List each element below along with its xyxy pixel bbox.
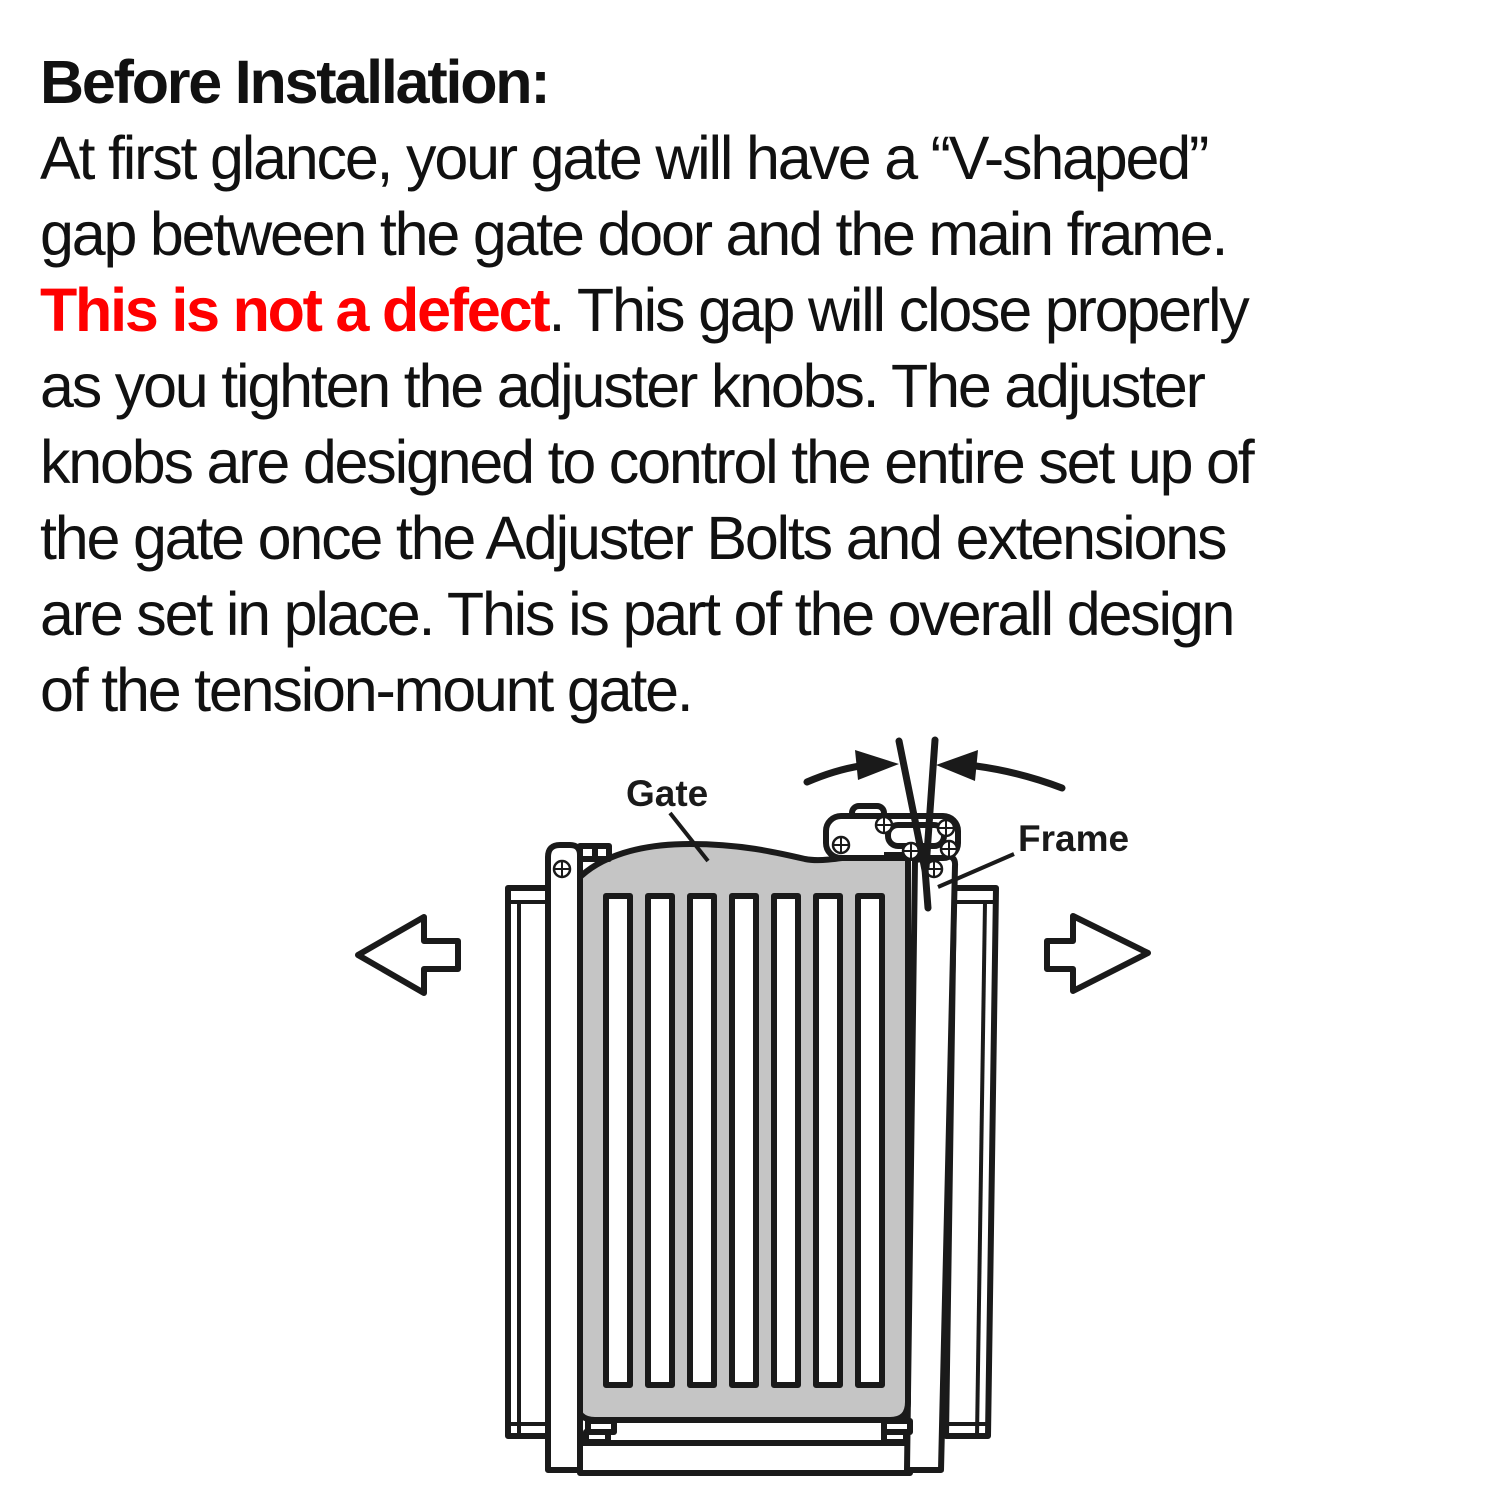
frame-label-group	[938, 818, 1129, 887]
before-installation-text	[40, 44, 1472, 728]
gate-diagram	[0, 700, 1500, 1500]
frame-bottom-rail	[580, 1443, 910, 1473]
body-line-rest: . This gap will close properly	[548, 276, 1248, 344]
gate-feet	[586, 1421, 910, 1442]
body-line: are set in place. This is part of the overall design	[40, 580, 1234, 648]
body-line: knobs are designed to control the entire set up of	[40, 428, 1253, 496]
body-line: gap between the gate door and the main frame.	[40, 200, 1227, 268]
gate-slat-gaps	[606, 896, 882, 1385]
body-line: as you tighten the adjuster knobs. The adjuster	[40, 352, 1204, 420]
frame-label: Frame	[1018, 818, 1130, 859]
page-title: Before Installation:	[40, 48, 549, 116]
arrow-left-icon	[358, 917, 458, 993]
arrow-right-icon	[1047, 916, 1148, 991]
screw-icon	[554, 861, 570, 877]
gate-label: Gate	[626, 773, 709, 814]
body-line: the gate once the Adjuster Bolts and extensions	[40, 504, 1226, 572]
not-a-defect-highlight: This is not a defect	[40, 276, 549, 344]
body-line: At first glance, your gate will have a “V-shaped”	[40, 124, 1208, 192]
body-line: of the tension-mount gate.	[40, 656, 692, 724]
left-extension-panel	[508, 888, 548, 1436]
gate-door	[577, 844, 910, 1442]
body-line	[40, 272, 1472, 348]
